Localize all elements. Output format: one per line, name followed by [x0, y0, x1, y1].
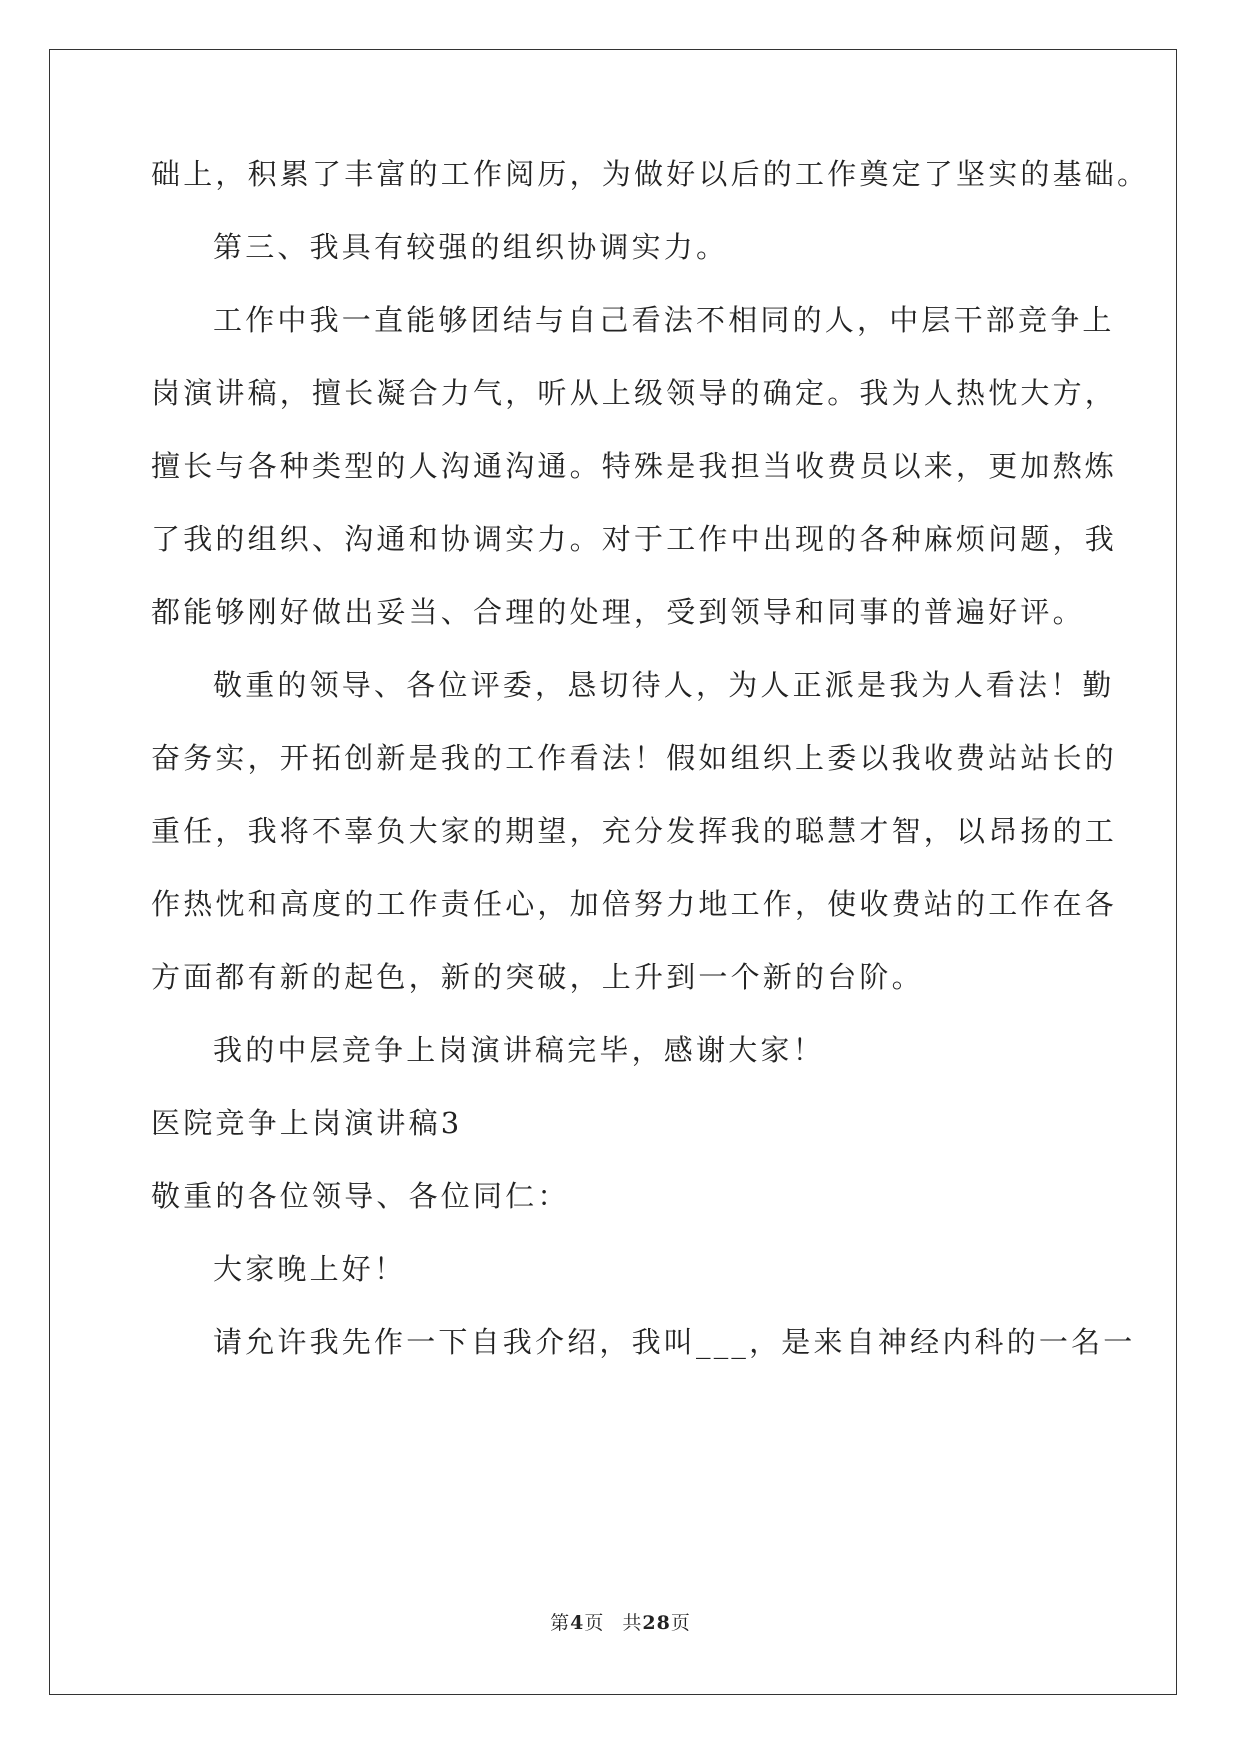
text-line: 方面都有新的起色，新的突破，上升到一个新的台阶。	[151, 960, 924, 994]
text-line: 奋务实，开拓创新是我的工作看法！假如组织上委以我收费站站长的	[151, 741, 1118, 775]
page-border	[49, 49, 1177, 1695]
page-footer	[0, 1611, 1241, 1635]
text-line: 重任，我将不辜负大家的期望，充分发挥我的聪慧才智，以昂扬的工	[151, 814, 1118, 848]
section-heading: 第三、我具有较强的组织协调实力。	[213, 230, 729, 264]
page-suffix: 页	[584, 1612, 605, 1634]
text-line: 我的中层竞争上岗演讲稿完毕，感谢大家！	[213, 1033, 825, 1067]
salutation: 敬重的各位领导、各位同仁：	[151, 1179, 570, 1213]
greeting: 大家晚上好！	[213, 1252, 407, 1286]
text-line: 请允许我先作一下自我介绍，我叫___，是来自神经内科的一名一	[213, 1325, 1136, 1359]
text-line: 擅长与各种类型的人沟通沟通。特殊是我担当收费员以来，更加熬炼	[151, 449, 1118, 483]
total-prefix: 共	[622, 1612, 643, 1634]
text-line: 都能够刚好做出妥当、合理的处理，受到领导和同事的普遍好评。	[151, 595, 1085, 629]
text-line: 敬重的领导、各位评委，恳切待人，为人正派是我为人看法！勤	[213, 668, 1115, 702]
page-number: 4	[570, 1612, 585, 1634]
text-line: 作热忱和高度的工作责任心，加倍努力地工作，使收费站的工作在各	[151, 887, 1118, 921]
text-line: 础上，积累了丰富的工作阅历，为做好以后的工作奠定了坚实的基础。	[151, 157, 1150, 191]
text-line: 岗演讲稿，擅长凝合力气，听从上级领导的确定。我为人热忱大方，	[151, 376, 1118, 410]
total-suffix: 页	[670, 1612, 691, 1634]
document-title: 医院竞争上岗演讲稿3	[151, 1106, 463, 1140]
total-pages: 28	[642, 1612, 671, 1634]
page-prefix: 第	[550, 1612, 571, 1634]
text-line: 了我的组织、沟通和协调实力。对于工作中出现的各种麻烦问题，我	[151, 522, 1118, 556]
text-line: 工作中我一直能够团结与自己看法不相同的人，中层干部竞争上	[213, 303, 1115, 337]
